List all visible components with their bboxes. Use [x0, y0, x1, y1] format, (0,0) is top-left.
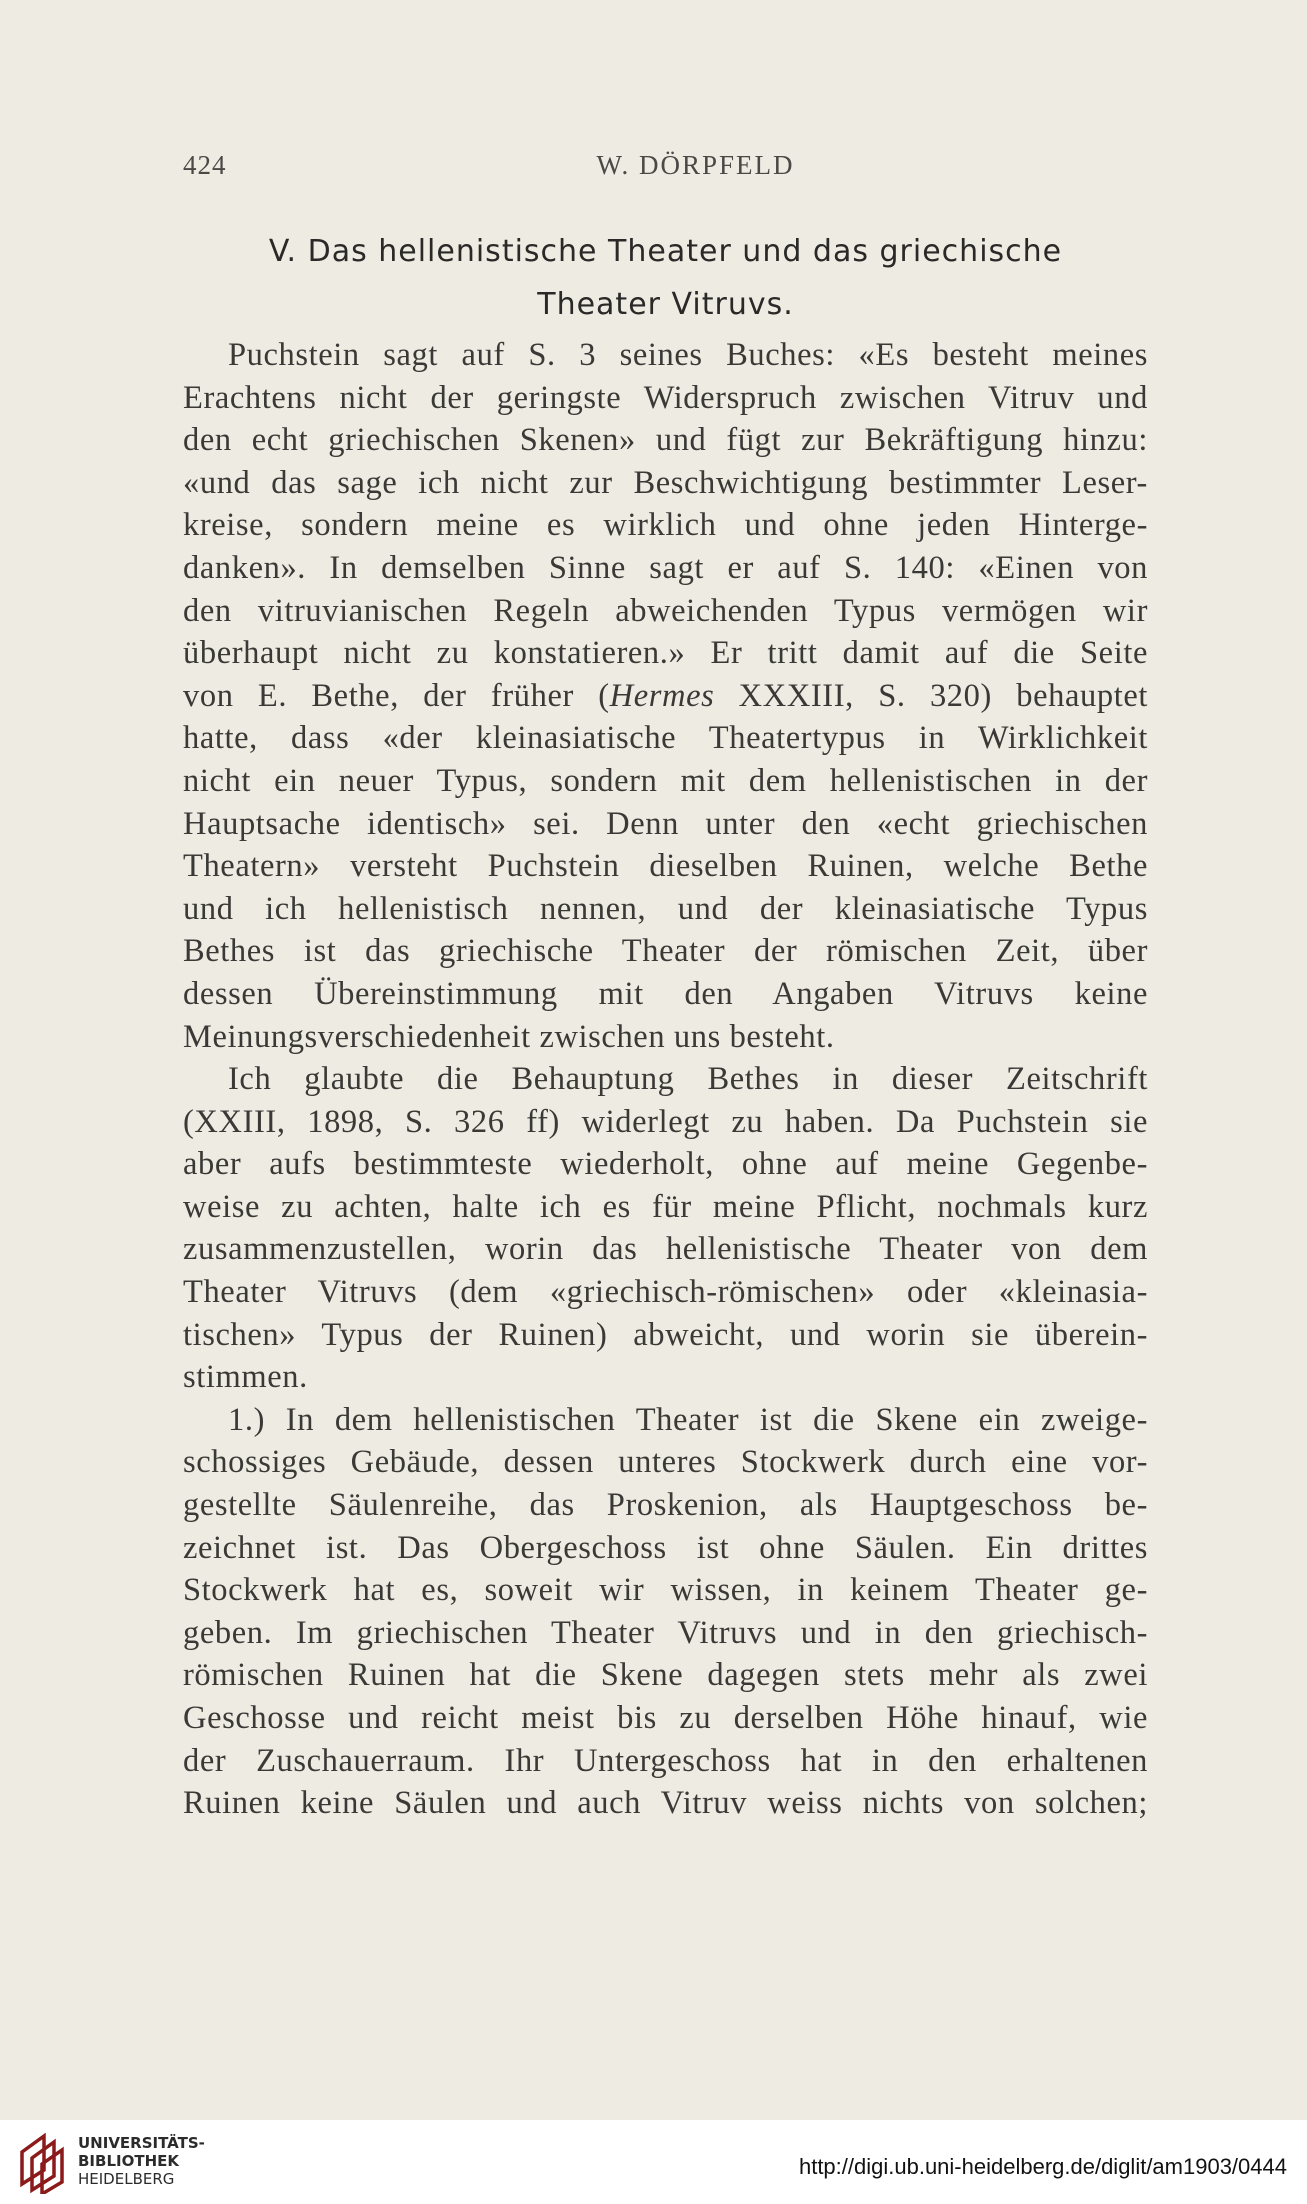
text-line: Hauptsache identisch» sei. Denn unter den «echt griechischen	[183, 805, 1148, 842]
text-line: den vitruvianischen Regeln abweichenden Typus vermögen wir	[183, 592, 1148, 629]
text-line: überhaupt nicht zu konstatieren.» Er tritt damit auf die Seite	[183, 635, 1148, 672]
text-line: der Zuschauerraum. Ihr Untergeschoss hat in den erhaltenen	[183, 1742, 1148, 1779]
text-line: Theater Vitruvs (dem «griechisch-römischen» oder «kleinasia-	[183, 1274, 1148, 1311]
text-line: Ich glaubte die Behauptung Bethes in dieser Zeitschrift	[228, 1061, 1148, 1098]
library-name-line-1: UNIVERSITÄTS-	[78, 2134, 205, 2152]
page-number: 424	[183, 150, 227, 180]
text-line: dessen Übereinstimmung mit den Angaben Vitruvs keine	[183, 975, 1148, 1012]
chapter-title	[183, 225, 1148, 331]
text-line: Bethes ist das griechische Theater der römischen Zeit, über	[183, 933, 1148, 970]
text-line: geben. Im griechischen Theater Vitruvs und in den griechisch-	[183, 1614, 1148, 1651]
text-line: (XXIII, 1898, S. 326 ff) widerlegt zu haben. Da Puchstein sie	[183, 1103, 1148, 1140]
text-line: stimmen.	[183, 1359, 308, 1396]
text-line: tischen» Typus der Ruinen) abweicht, und worin sie überein-	[183, 1316, 1148, 1353]
text-line: weise zu achten, halte ich es für meine Pflicht, nochmals kurz	[183, 1188, 1148, 1225]
footer-bar	[0, 2120, 1307, 2204]
journal-title-italic: Hermes	[609, 677, 715, 714]
text-segment: XXXIII, S. 320) behauptet	[714, 677, 1148, 714]
text-segment: von E. Bethe, der früher (	[183, 677, 610, 714]
text-line: Ruinen keine Säulen und auch Vitruv weiss nichts von solchen;	[183, 1785, 1148, 1822]
text-line: nicht ein neuer Typus, sondern mit dem hellenistischen in der	[183, 762, 1148, 799]
ub-heidelberg-logo-icon	[14, 2130, 68, 2194]
source-url-link[interactable]: http://digi.ub.uni-heidelberg.de/diglit/am1903/0444	[798, 2154, 1287, 2179]
text-line: kreise, sondern meine es wirklich und ohne jeden Hinterge-	[183, 507, 1148, 544]
text-line: Meinungsverschiedenheit zwischen uns besteht.	[183, 1018, 835, 1055]
text-line: zusammenzustellen, worin das hellenistische Theater von dem	[183, 1231, 1148, 1268]
text-line: «und das sage ich nicht zur Beschwichtigung bestimmter Leser-	[183, 464, 1148, 501]
text-line: zeichnet ist. Das Obergeschoss ist ohne Säulen. Ein drittes	[183, 1529, 1148, 1566]
text-line: schossiges Gebäude, dessen unteres Stockwerk durch eine vor-	[183, 1444, 1148, 1481]
text-line: Stockwerk hat es, soweit wir wissen, in keinem Theater ge-	[183, 1572, 1148, 1609]
text-line: und ich hellenistisch nennen, und der kleinasiatische Typus	[183, 890, 1148, 927]
text-line: aber aufs bestimmteste wiederholt, ohne auf meine Gegenbe-	[183, 1146, 1148, 1183]
body-text	[183, 334, 1148, 1825]
library-name-line-3: HEIDELBERG	[78, 2170, 175, 2188]
chapter-title-line-1: V. Das hellenistische Theater und das griechische	[268, 234, 1063, 269]
text-line: Erachtens nicht der geringste Widerspruch zwischen Vitruv und	[183, 379, 1148, 416]
text-line: hatte, dass «der kleinasiatische Theatertypus in Wirklichkeit	[183, 720, 1148, 757]
running-head-author: W. DÖRPFELD	[596, 150, 795, 180]
running-head	[183, 150, 1148, 190]
chapter-title-line-2: Theater Vitruvs.	[537, 287, 794, 322]
text-line: gestellte Säulenreihe, das Proskenion, als Hauptgeschoss be-	[183, 1487, 1148, 1524]
library-name-line-2: BIBLIOTHEK	[78, 2152, 179, 2170]
text-line: römischen Ruinen hat die Skene dagegen stets mehr als zwei	[183, 1657, 1148, 1694]
text-line: danken». In demselben Sinne sagt er auf S. 140: «Einen von	[183, 549, 1148, 586]
text-line: Geschosse und reicht meist bis zu derselben Höhe hinauf, wie	[183, 1700, 1148, 1736]
text-line: Puchstein sagt auf S. 3 seines Buches: «Es besteht meines	[228, 337, 1148, 373]
library-name	[78, 2134, 205, 2188]
text-line: Theatern» versteht Puchstein dieselben Ruinen, welche Bethe	[183, 848, 1148, 885]
text-line: 1.) In dem hellenistischen Theater ist die Skene ein zweige-	[228, 1401, 1148, 1438]
text-line-with-citation	[183, 675, 1148, 718]
text-line: den echt griechischen Skenen» und fügt zur Bekräftigung hinzu:	[183, 422, 1148, 459]
